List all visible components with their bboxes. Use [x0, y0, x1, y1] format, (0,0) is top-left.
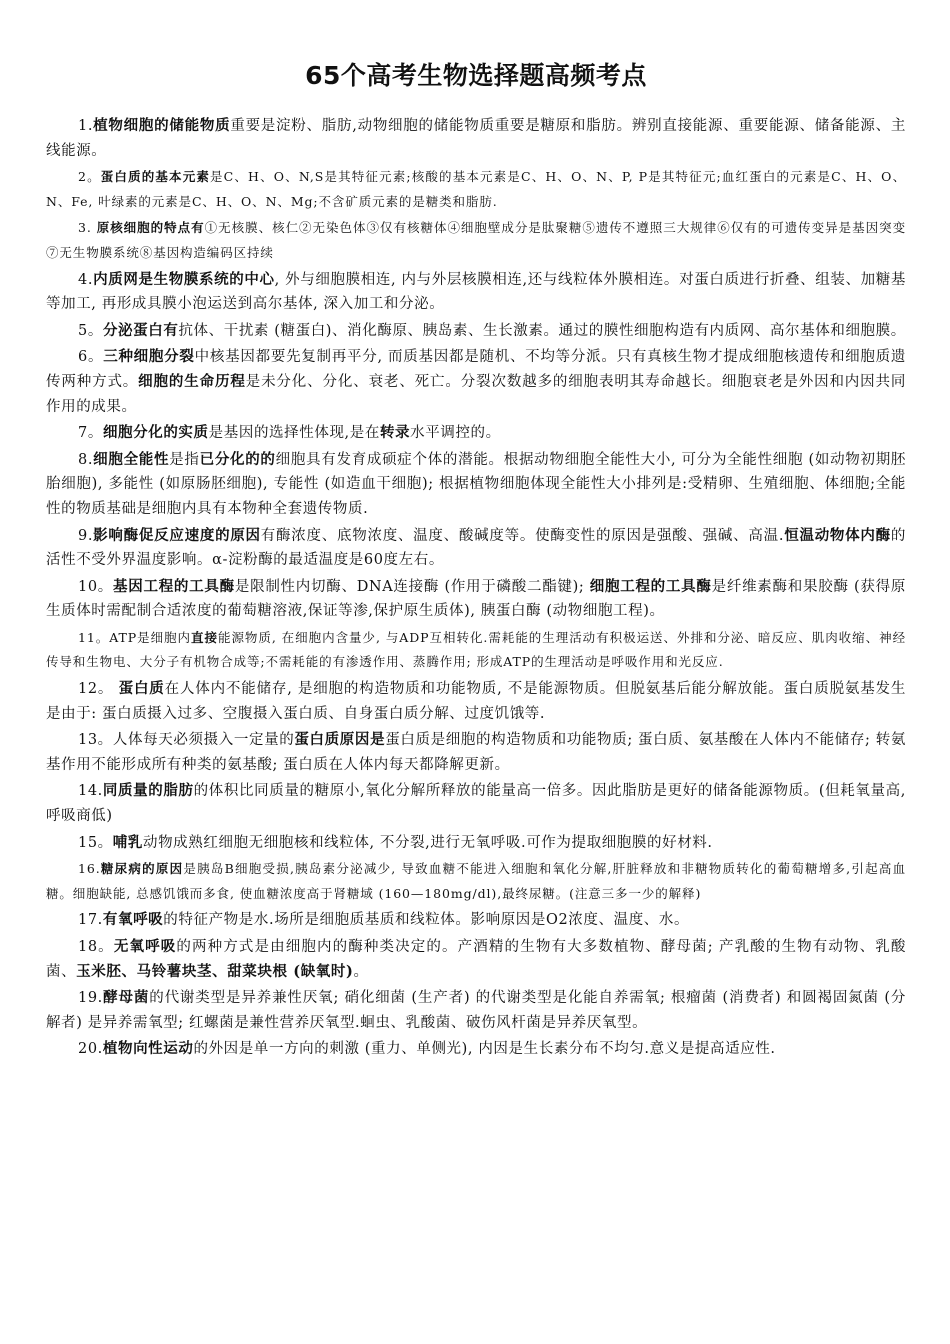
- body-text: 动物成熟红细胞无细胞核和线粒体, 不分裂,进行无氧呼吸.可作为提取细胞膜的好材料.: [142, 834, 713, 851]
- body-text: 9.: [78, 527, 94, 544]
- item-list: [46, 114, 906, 1062]
- page-title: 65个高考生物选择题高频考点: [305, 61, 647, 90]
- highlight-term: 植物细胞的储能物质: [93, 117, 231, 134]
- body-text: 是胰岛B细胞受损,胰岛素分泌减少, 导致血糖不能进入细胞和氧化分解,肝脏释放和非糖物质转化的葡萄糖增多,引起高血糖。细胞缺能, 总感饥饿而多食, 使血糖浓度高于肾糖域 (160—180mg/dl),最终尿糖。(注意三多一少的解释): [46, 861, 906, 901]
- body-text: 20.: [78, 1041, 103, 1058]
- body-text: 的体积比同质量的糖原小,氧化分解所释放的能量高一倍多。因此脂肪是更好的储备能源物质。(但耗氧量高,呼吸商低): [46, 783, 906, 825]
- list-item: [46, 908, 906, 933]
- list-item: [46, 935, 906, 984]
- highlight-term: 细胞的生命历程: [138, 372, 246, 390]
- body-text: 的外因是单一方向的刺激 (重力、单侧光), 内因是生长素分布不均匀.意义是提高适应性.: [193, 1041, 776, 1058]
- highlight-term: 基因工程的工具酶: [113, 577, 235, 595]
- body-text: 13。人体每天必须摄入一定量的: [78, 732, 295, 749]
- highlight-term: 哺乳: [112, 833, 143, 851]
- body-text: 5。: [78, 322, 103, 339]
- list-item: [46, 268, 906, 317]
- body-text: 的特征产物是水.场所是细胞质基质和线粒体。影响原因是O2浓度、温度、水。: [163, 912, 690, 929]
- highlight-term: 糖尿病的原因: [100, 861, 184, 877]
- list-item: [46, 986, 906, 1035]
- body-text: 是纤维素酶和果胶酶 (获得原生质体时需配制合适浓度的葡萄糖溶液,保证等渗,保护原生质体), 胰蛋白酶 (动物细胞工程)。: [46, 578, 906, 620]
- highlight-term: 细胞分化的实质: [102, 424, 209, 442]
- list-item: [46, 216, 906, 265]
- list-item: [46, 448, 906, 522]
- highlight-term: 无氧呼吸: [113, 938, 177, 955]
- body-text: 是C、H、O、N,S是其特征元素;核酸的基本元素是C、H、O、N、P, P是其特征元;血红蛋白的元素是C、H、O、N、Fe, 叶绿素的元素是C、H、O、N、Mg;不含矿质元素的是糖类和脂肪.: [46, 169, 906, 209]
- body-text: 细胞具有发育成硕症个体的潜能。根据动物细胞全能性大小, 可分为全能性细胞 (如动物初期胚胎细胞), 多能性 (如原肠胚细胞), 专能性 (如造血干细胞); 根据植物细胞体现全能性大小排列是:受精卵、生殖细胞、体细胞;全能性的物质基础是细胞内具有本物种全套遗传物质.: [46, 451, 907, 517]
- highlight-term: 蛋白质: [118, 680, 165, 698]
- body-text: 18。: [78, 939, 114, 955]
- list-item: [46, 1037, 906, 1062]
- body-text: 15。: [78, 834, 113, 851]
- list-item: [46, 831, 906, 856]
- body-text: 12。: [78, 681, 119, 698]
- highlight-term: 影响酶促反应速度的原因: [93, 526, 261, 544]
- body-text: 17.: [78, 912, 103, 929]
- body-text: 能源物质, 在细胞内含量少, 与ADP互相转化.需耗能的生理活动有积极运送、外排和分泌、暗反应、肌肉收缩、神经传导和生物电、大分子有机物合成等;不需耗能的有渗透作用、蒸腾作用; 形成ATP的生理活动是呼吸作用和光反应.: [46, 629, 906, 670]
- body-text: 10。: [78, 578, 114, 595]
- body-text: 的代谢类型是异养兼性厌氧; 硝化细菌 (生产者) 的代谢类型是化能自养需氧; 根瘤菌 (消费者) 和圆褐固氮菌 (分解者) 是异养需氧型; 红螺菌是兼性营养厌氧型.蛔虫、乳酸菌、破伤风杆菌是异养厌氧型。: [46, 990, 906, 1031]
- list-item: [46, 345, 906, 419]
- list-item: [46, 626, 906, 675]
- body-text: ①无核膜、核仁②无染色体③仅有核糖体④细胞壁成分是肽聚糖⑤遗传不遵照三大规律⑥仅有的可遗传变异是基因突变⑦无生物膜系统⑧基因构造编码区持续: [46, 220, 906, 260]
- list-item: [46, 114, 906, 163]
- body-text: 2。: [78, 169, 101, 185]
- list-item: [46, 728, 906, 777]
- highlight-term: 蛋白质的基本元素: [100, 169, 211, 185]
- list-item: [46, 421, 906, 446]
- highlight-term: 细胞工程的工具酶: [589, 577, 712, 595]
- highlight-term: 同质量的脂肪: [102, 782, 194, 800]
- highlight-term: 细胞全能性: [93, 450, 170, 468]
- highlight-term: 三种细胞分裂: [103, 348, 195, 366]
- list-item: [46, 677, 906, 726]
- list-item: [46, 165, 906, 214]
- body-text: 的活性不受外界温度影响。α-淀粉酶的最适温度是60度左右。: [46, 527, 906, 569]
- body-text: 4.: [78, 271, 94, 288]
- body-text: , 外与细胞膜相连, 内与外层核膜相连,还与线粒体外膜相连。对蛋白质进行折叠、组装、加糖基等加工, 再形成具膜小泡运送到高尔基体, 深入加工和分泌。: [46, 271, 906, 313]
- body-text: 1.: [78, 118, 94, 134]
- highlight-term: 有氧呼吸: [102, 911, 164, 929]
- body-text: 是指: [169, 451, 200, 468]
- body-text: 是未分化、分化、衰老、死亡。分裂次数越多的细胞表明其寿命越长。细胞衰老是外因和内因共同作用的成果。: [46, 373, 906, 415]
- list-item: [46, 524, 906, 573]
- body-text: 是基因的选择性体现,是在: [208, 425, 380, 442]
- list-item: [46, 779, 906, 828]
- body-text: 重要是淀粉、脂肪,动物细胞的储能物质重要是糖原和脂肪。辨别直接能源、重要能源、储备能源、主线能源。: [46, 118, 906, 159]
- body-text: 中核基因都要先复制再平分, 而质基因都是随机、不均等分派。只有真核生物才提成细胞核遗传和细胞质遗传两种方式。: [46, 349, 906, 390]
- body-text: 16.: [78, 861, 101, 877]
- list-item: [46, 857, 906, 906]
- highlight-term: 恒温动物体内酶: [784, 526, 891, 544]
- highlight-term: 已分化的的: [199, 450, 276, 468]
- body-text: 3.: [78, 220, 97, 236]
- highlight-term: 分泌蛋白有: [102, 321, 179, 339]
- highlight-term: 转录: [379, 424, 411, 442]
- highlight-term: 植物向性运动: [102, 1040, 194, 1058]
- highlight-term: 蛋白质原因是: [294, 731, 386, 749]
- body-text: 6。: [78, 349, 104, 366]
- body-text: 是限制性内切酶、DNA连接酶 (作用于磷酸二酯键);: [234, 578, 590, 595]
- body-text: 。: [353, 963, 369, 980]
- body-text: 19.: [78, 990, 103, 1007]
- body-text: 抗体、干扰素 (糖蛋白)、消化酶原、胰岛素、生长激素。通过的膜性细胞构造有内质网、高尔基体和细胞膜。: [178, 322, 906, 339]
- list-item: [46, 575, 906, 624]
- body-text: 的两种方式是由细胞内的酶种类决定的。产酒精的生物有大多数植物、酵母菌; 产乳酸的生物有动物、乳酸菌、: [46, 939, 906, 980]
- highlight-term: 原核细胞的特点有: [96, 220, 205, 236]
- highlight-term: 酵母菌: [102, 989, 150, 1007]
- body-text: 8.: [78, 451, 94, 468]
- highlight-term: 直接: [191, 629, 218, 645]
- body-text: 蛋白质是细胞的构造物质和功能物质; 蛋白质、氨基酸在人体内不能储存; 转氨基作用不能形成所有种类的氨基酸; 蛋白质在人体内每天都降解更新。: [46, 732, 906, 773]
- highlight-term: 玉米胚、马铃薯块茎、甜菜块根 (缺氧时): [76, 962, 354, 980]
- list-item: [46, 319, 906, 344]
- body-text: 在人体内不能储存, 是细胞的构造物质和功能物质, 不是能源物质。但脱氨基后能分解放能。蛋白质脱氨基发生是由于: 蛋白质摄入过多、空腹摄入蛋白质、自身蛋白质分解、过度饥饿等.: [46, 681, 906, 722]
- body-text: 水平调控的。: [410, 425, 501, 442]
- body-text: 11。ATP是细胞内: [78, 629, 192, 645]
- body-text: 14.: [78, 783, 103, 800]
- body-text: 有酶浓度、底物浓度、温度、酸碱度等。使酶变性的原因是强酸、强碱、高温.: [260, 527, 785, 544]
- highlight-term: 内质网是生物膜系统的中心: [93, 270, 275, 288]
- body-text: 7。: [78, 425, 103, 442]
